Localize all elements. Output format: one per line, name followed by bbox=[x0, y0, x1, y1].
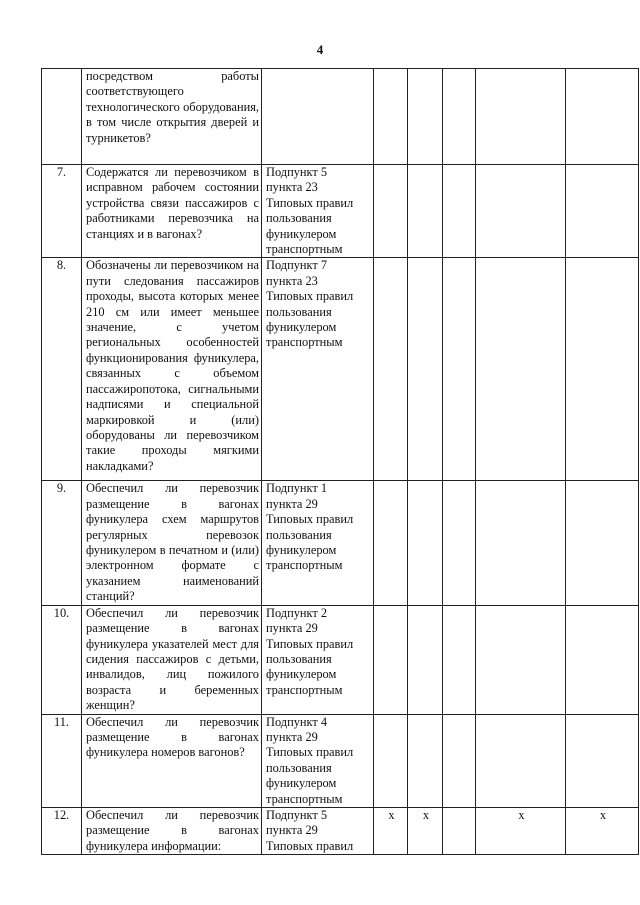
row-number bbox=[42, 714, 82, 807]
answer-cell bbox=[374, 714, 408, 807]
answer-cell bbox=[374, 165, 408, 258]
question-cell-text: Обеспечил ли перевозчик размещение в вагонах фуникулера информации: bbox=[86, 807, 259, 853]
checklist-table bbox=[41, 68, 639, 855]
answer-cell bbox=[566, 258, 639, 481]
legal-reference-cell-text: Подпункт 5 пункта 29 Типовых правил bbox=[266, 807, 354, 853]
question-cell-text: Обеспечил ли перевозчик размещение в вагонах фуникулера указателей мест для сидения пассажиров с детьми, инвалидов, лиц пожилого возраста и беременных женщин? bbox=[86, 605, 259, 713]
table-row bbox=[42, 69, 639, 165]
answer-cell-text: x bbox=[388, 807, 395, 822]
answer-cell bbox=[443, 481, 476, 605]
question-cell bbox=[82, 481, 262, 605]
question-cell bbox=[82, 605, 262, 714]
legal-reference-cell bbox=[262, 165, 374, 258]
legal-reference-cell-text: Подпункт 1 пункта 29 Типовых правил пользования фуникулером транспортным bbox=[266, 481, 354, 573]
question-cell-text: Обеспечил ли перевозчик размещение в вагонах фуникулера номеров вагонов? bbox=[86, 714, 259, 760]
answer-cell bbox=[374, 807, 408, 854]
table-row bbox=[42, 714, 639, 807]
answer-cell bbox=[374, 69, 408, 165]
answer-cell bbox=[476, 481, 566, 605]
legal-reference-cell bbox=[262, 481, 374, 605]
answer-cell bbox=[443, 714, 476, 807]
table-row bbox=[42, 605, 639, 714]
answer-cell-text: x bbox=[422, 807, 430, 822]
legal-reference-cell bbox=[262, 605, 374, 714]
answer-cell bbox=[566, 605, 639, 714]
answer-cell bbox=[476, 258, 566, 481]
answer-cell bbox=[476, 807, 566, 854]
answer-cell bbox=[374, 481, 408, 605]
row-number bbox=[42, 605, 82, 714]
table-row bbox=[42, 807, 639, 854]
row-number-text: 9. bbox=[56, 481, 67, 496]
row-number-text: 8. bbox=[56, 258, 67, 273]
page-number: 4 bbox=[316, 42, 324, 57]
answer-cell-text: x bbox=[599, 807, 607, 822]
answer-cell bbox=[476, 69, 566, 165]
answer-cell bbox=[408, 605, 443, 714]
answer-cell bbox=[443, 165, 476, 258]
question-cell bbox=[82, 258, 262, 481]
answer-cell bbox=[443, 69, 476, 165]
answer-cell bbox=[408, 69, 443, 165]
row-number-text: 10. bbox=[53, 605, 70, 620]
legal-reference-cell bbox=[262, 69, 374, 165]
row-number-text: 7. bbox=[56, 165, 67, 179]
question-cell-text: посредством работы соответствующего технологического оборудования, в том числе открытия дверей и турникетов? bbox=[86, 69, 259, 145]
question-cell-text: Содержатся ли перевозчиком в исправном рабочем состоянии устройства связи пассажиров с работниками перевозчика на станциях и в вагонах? bbox=[86, 165, 259, 241]
answer-cell bbox=[408, 165, 443, 258]
answer-cell bbox=[566, 481, 639, 605]
answer-cell bbox=[476, 714, 566, 807]
answer-cell bbox=[476, 165, 566, 258]
answer-cell bbox=[443, 807, 476, 854]
question-cell-text: Обеспечил ли перевозчик размещение в вагонах фуникулера схем маршрутов регулярных перевозок фуникулером в печатном и (или) электронном формате с указанием наименований станций? bbox=[86, 481, 259, 604]
answer-cell bbox=[566, 165, 639, 258]
row-number bbox=[42, 481, 82, 605]
answer-cell bbox=[566, 807, 639, 854]
legal-reference-cell-text: Подпункт 5 пункта 23 Типовых правил пользования фуникулером транспортным bbox=[266, 165, 354, 257]
question-cell bbox=[82, 165, 262, 258]
table-row bbox=[42, 481, 639, 605]
answer-cell bbox=[408, 807, 443, 854]
answer-cell bbox=[374, 258, 408, 481]
question-cell-text: Обозначены ли перевозчиком на пути следования пассажиров проходы, высота которых менее 210 см или имеет меньшее значение, с учетом региональных особенностей функционирования фуникулера, связанных с объемом пассажиропотока, сигнальными надписями и специальной маркировкой и (или) оборудованы ли перевозчиком такие проходы мягкими накладками? bbox=[86, 258, 259, 473]
answer-cell bbox=[443, 605, 476, 714]
row-number bbox=[42, 258, 82, 481]
answer-cell bbox=[566, 69, 639, 165]
legal-reference-cell bbox=[262, 258, 374, 481]
question-cell bbox=[82, 714, 262, 807]
answer-cell bbox=[476, 605, 566, 714]
answer-cell bbox=[374, 605, 408, 714]
legal-reference-cell-text: Подпункт 7 пункта 23 Типовых правил пользования фуникулером транспортным bbox=[266, 258, 354, 350]
legal-reference-cell-text: Подпункт 2 пункта 29 Типовых правил пользования фуникулером транспортным bbox=[266, 605, 354, 697]
row-number bbox=[42, 69, 82, 165]
answer-cell bbox=[566, 714, 639, 807]
row-number bbox=[42, 165, 82, 258]
answer-cell-text: x bbox=[518, 807, 525, 822]
row-number-text: 11. bbox=[53, 714, 70, 729]
table-row bbox=[42, 258, 639, 481]
answer-cell bbox=[408, 258, 443, 481]
answer-cell bbox=[443, 258, 476, 481]
table-row bbox=[42, 165, 639, 258]
legal-reference-cell-text: Подпункт 4 пункта 29 Типовых правил пользования фуникулером транспортным bbox=[266, 714, 354, 806]
legal-reference-cell bbox=[262, 714, 374, 807]
row-number-text: 12. bbox=[53, 807, 70, 822]
answer-cell bbox=[408, 714, 443, 807]
legal-reference-cell bbox=[262, 807, 374, 854]
question-cell bbox=[82, 807, 262, 854]
question-cell bbox=[82, 69, 262, 165]
answer-cell bbox=[408, 481, 443, 605]
row-number bbox=[42, 807, 82, 854]
